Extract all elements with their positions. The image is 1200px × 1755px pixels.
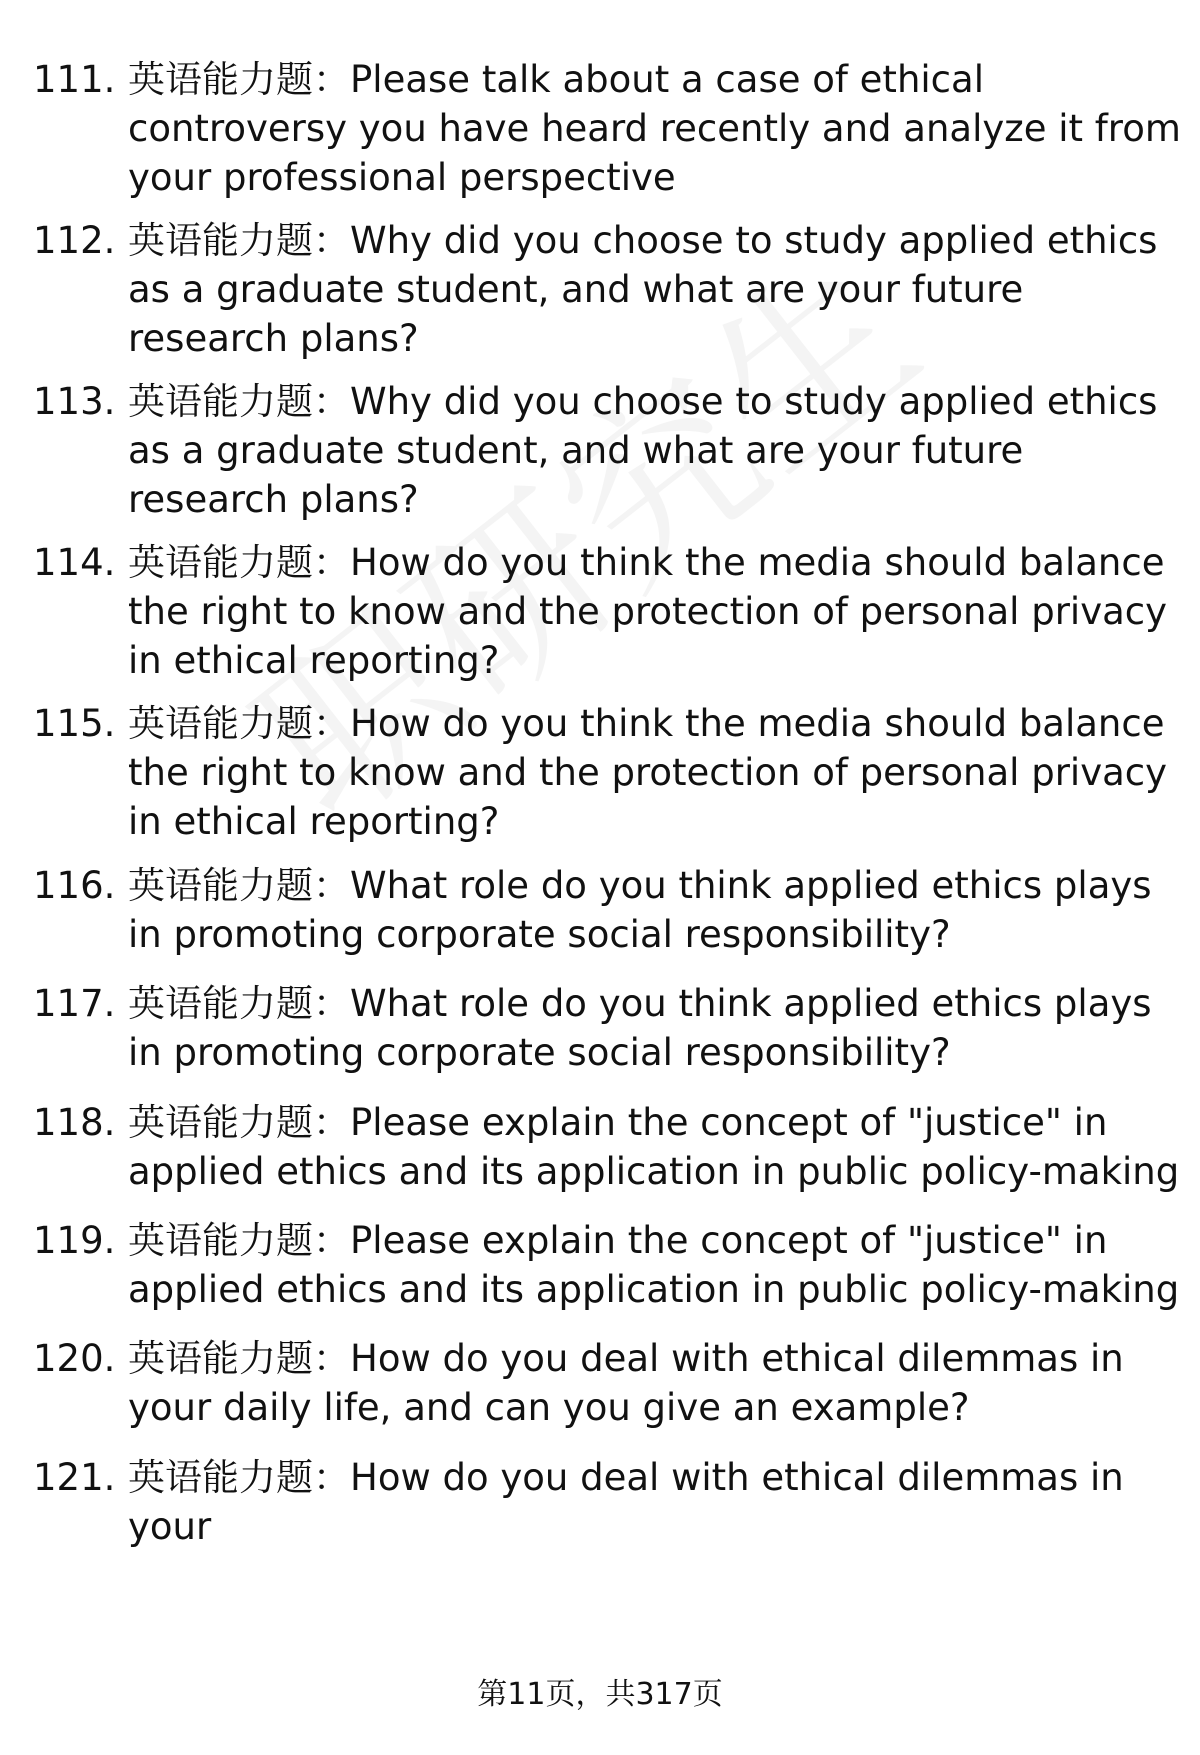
question-number: 113. [33, 380, 116, 423]
question-number: 112. [33, 219, 116, 262]
question-number: 120. [33, 1337, 116, 1380]
question-number: 111. [33, 58, 116, 101]
question-category: 英语能力题： [128, 219, 350, 262]
question-number: 116. [33, 864, 116, 907]
question-category: 英语能力题： [128, 1219, 350, 1262]
page-footer [0, 1675, 1200, 1715]
question-category: 英语能力题： [128, 541, 350, 584]
question-text: Please explain the concept of "justice" in applied ethics and its application in public policy-making [128, 1219, 1180, 1311]
question-category: 英语能力题： [128, 380, 350, 423]
question-text: What role do you think applied ethics plays in promoting corporate social responsibility? [128, 864, 1152, 956]
question-category: 英语能力题： [128, 58, 350, 101]
question-text: Please explain the concept of "justice" in applied ethics and its application in public policy-making [128, 1101, 1180, 1193]
question-category: 英语能力题： [128, 1337, 350, 1380]
question-text: How do you think the media should balance the right to know and the protection of personal privacy in ethical reporting? [128, 541, 1167, 682]
question-category: 英语能力题： [128, 1101, 350, 1144]
question-number: 115. [33, 702, 116, 745]
question-body [128, 861, 1186, 959]
question-body [128, 538, 1186, 685]
page-number-label: 第11页，共317页 [477, 1677, 723, 1712]
question-body [128, 216, 1186, 363]
question-body [128, 1098, 1186, 1196]
question-number: 117. [33, 982, 116, 1025]
question-body [128, 1216, 1186, 1314]
question-number: 121. [33, 1456, 116, 1499]
question-text: What role do you think applied ethics plays in promoting corporate social responsibility? [128, 982, 1152, 1074]
question-body [128, 55, 1186, 202]
question-category: 英语能力题： [128, 982, 350, 1025]
question-text: How do you think the media should balance the right to know and the protection of personal privacy in ethical reporting? [128, 702, 1167, 843]
question-number: 114. [33, 541, 116, 584]
question-body [128, 699, 1186, 846]
question-category: 英语能力题： [128, 702, 350, 745]
question-text: How do you deal with ethical dilemmas in your [128, 1456, 1124, 1548]
question-body [128, 1453, 1186, 1551]
question-body [128, 377, 1186, 524]
question-body [128, 1334, 1186, 1432]
question-text: Why did you choose to study applied ethics as a graduate student, and what are your future research plans? [128, 380, 1158, 521]
question-text: How do you deal with ethical dilemmas in your daily life, and can you give an example? [128, 1337, 1124, 1429]
question-number: 119. [33, 1219, 116, 1262]
question-category: 英语能力题： [128, 864, 350, 907]
question-body [128, 979, 1186, 1077]
question-number: 118. [33, 1101, 116, 1144]
question-category: 英语能力题： [128, 1456, 350, 1499]
question-text: Why did you choose to study applied ethics as a graduate student, and what are your future research plans? [128, 219, 1158, 360]
question-text: Please talk about a case of ethical controversy you have heard recently and analyze it from your professional perspective [128, 58, 1181, 199]
